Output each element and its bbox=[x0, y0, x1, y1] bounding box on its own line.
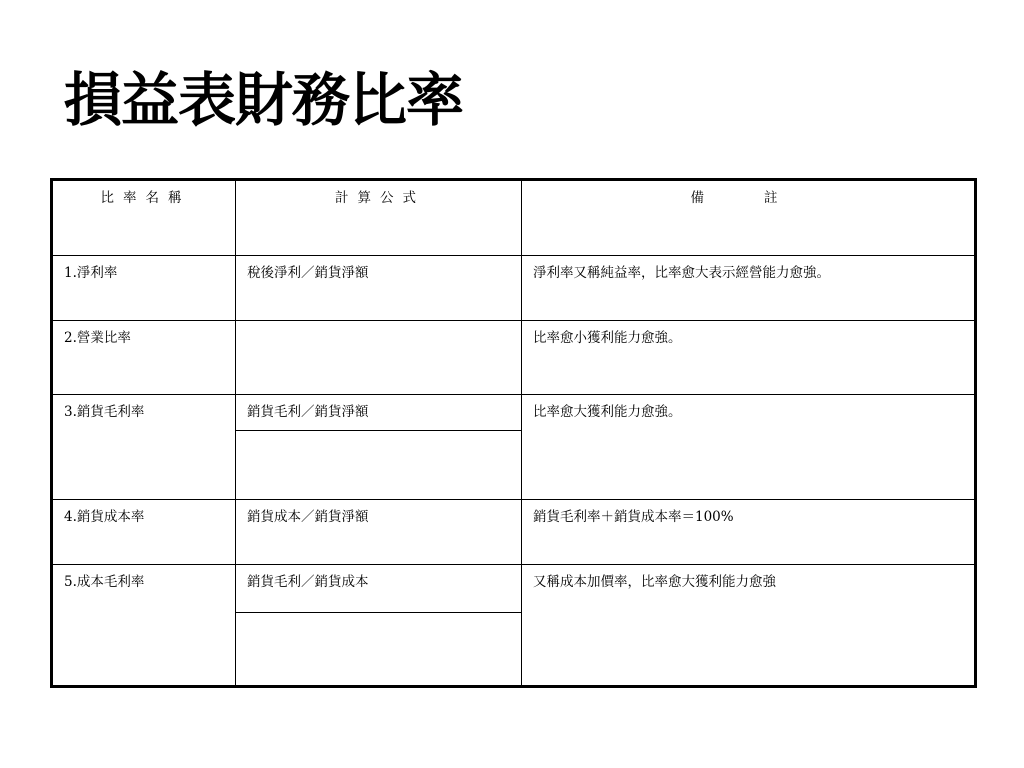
table-row bbox=[52, 256, 976, 321]
ratio-name-cell: 3.銷貨毛利率 bbox=[52, 395, 236, 500]
slide-title: 損益表財務比率 bbox=[64, 66, 464, 134]
ratio-name-cell: 5.成本毛利率 bbox=[52, 565, 236, 687]
financial-ratio-table bbox=[50, 178, 977, 688]
formula-cell: 銷貨毛利／銷貨淨額 bbox=[236, 395, 522, 431]
formula-cell bbox=[236, 321, 522, 395]
table-row bbox=[52, 565, 976, 613]
ratio-name-cell: 4.銷貨成本率 bbox=[52, 500, 236, 565]
table-row bbox=[52, 395, 976, 431]
table-row bbox=[52, 321, 976, 395]
formula-cell: 銷貨毛利／銷貨成本 bbox=[236, 565, 522, 613]
formula-extra-cell bbox=[236, 431, 522, 500]
note-cell: 又稱成本加價率，比率愈大獲利能力愈強 bbox=[522, 565, 976, 687]
formula-extra-cell bbox=[236, 613, 522, 687]
header-ratio-name: 比率名稱 bbox=[52, 180, 236, 256]
formula-cell: 稅後淨利／銷貨淨額 bbox=[236, 256, 522, 321]
header-note: 備註 bbox=[522, 180, 976, 256]
note-cell: 銷貨毛利率＋銷貨成本率＝100% bbox=[522, 500, 976, 565]
note-cell: 比率愈小獲利能力愈強。 bbox=[522, 321, 976, 395]
note-cell: 比率愈大獲利能力愈強。 bbox=[522, 395, 976, 500]
table-header-row bbox=[52, 180, 976, 256]
table-row bbox=[52, 500, 976, 565]
note-cell: 淨利率又稱純益率，比率愈大表示經營能力愈強。 bbox=[522, 256, 976, 321]
header-formula: 計算公式 bbox=[236, 180, 522, 256]
formula-cell: 銷貨成本／銷貨淨額 bbox=[236, 500, 522, 565]
ratio-name-cell: 1.淨利率 bbox=[52, 256, 236, 321]
ratio-name-cell: 2.營業比率 bbox=[52, 321, 236, 395]
